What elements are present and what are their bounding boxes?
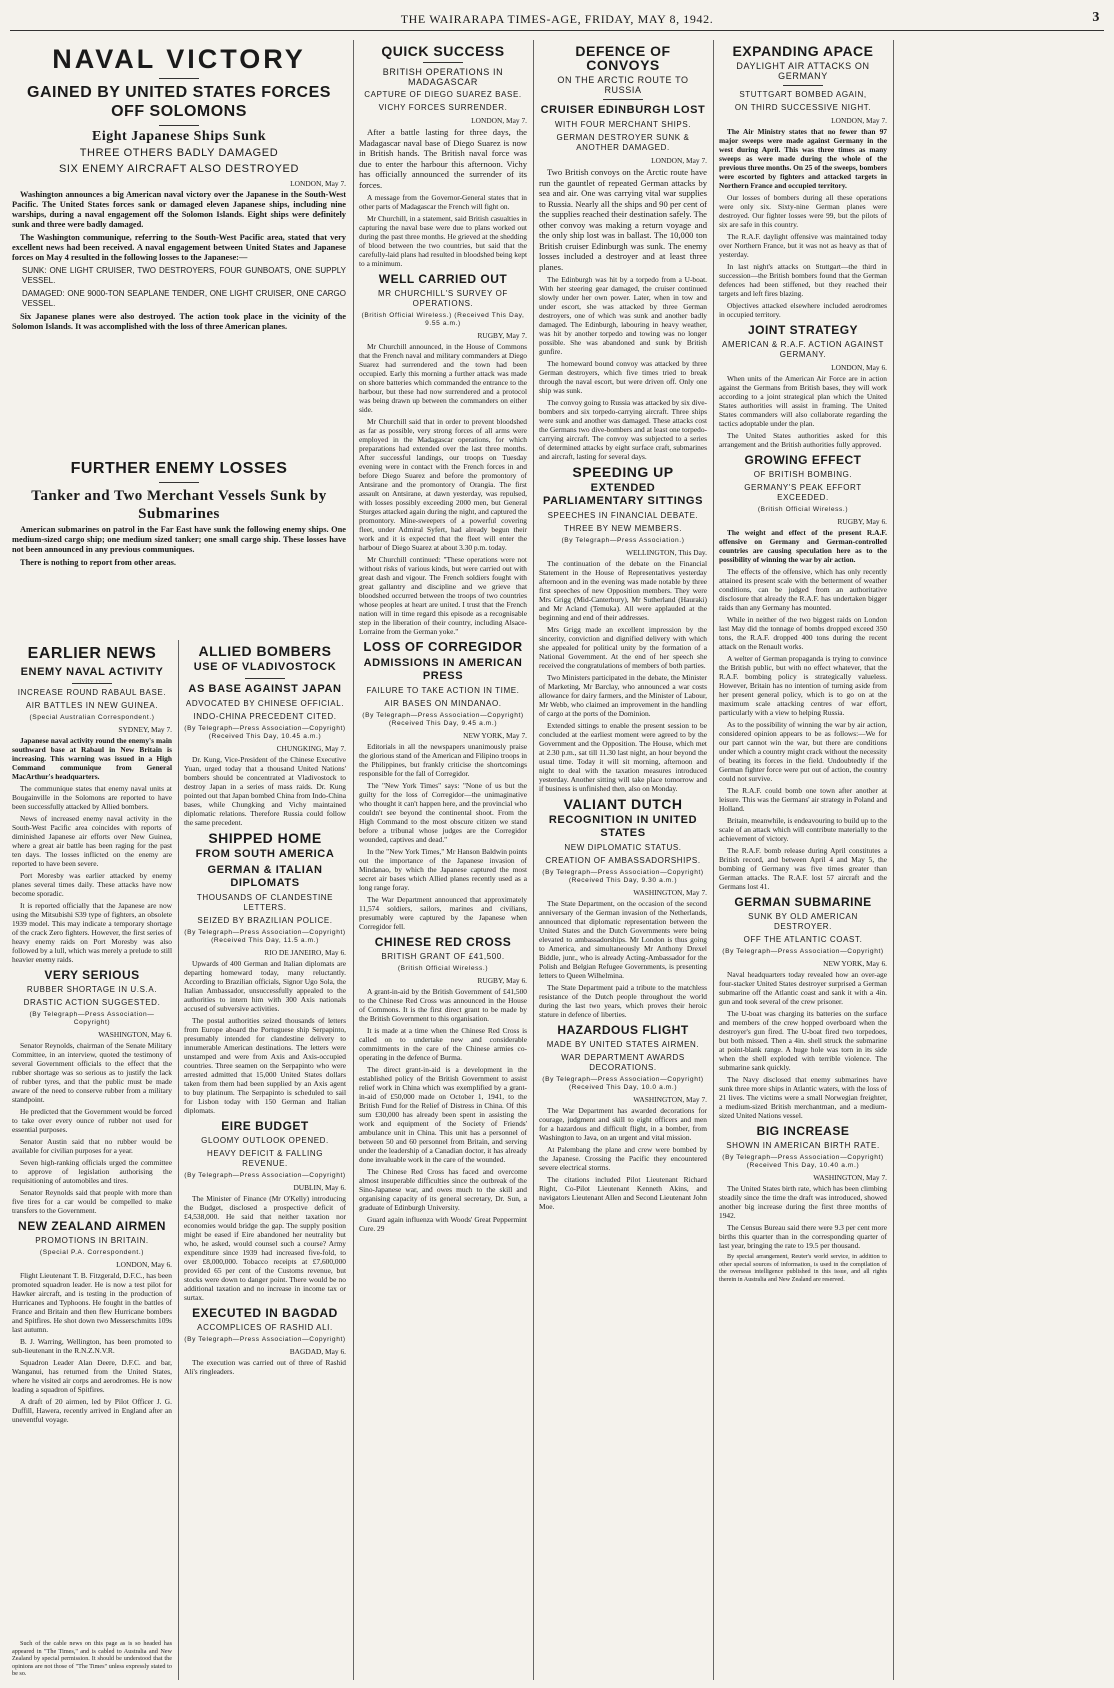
subhead: INCREASE ROUND RABAUL BASE.	[17, 688, 167, 697]
subhead: AIR BATTLES IN NEW GUINEA.	[25, 701, 159, 710]
paragraph: News of increased enemy naval activity in the South-West Pacific area coincides with reports of diminished Japanese air efforts over New Guinea, where a great air battle has been raging for the past ten days. The losses inflicted on the enemy are reported to have been severe.	[12, 814, 172, 868]
list-item: SUNK: ONE LIGHT CRUISER, TWO DESTROYERS, FOUR GUNBOATS, ONE SUPPLY VESSEL.	[22, 266, 346, 285]
dateline: LONDON, May 6.	[116, 1260, 172, 1269]
paragraph: Naval headquarters today revealed how an over-age four-stacker United States destroyer surprised a German submarine off the Atlantic coast and sank it with a 4in. gun and took several of the crew prisoner.	[719, 970, 887, 1006]
headline: GERMAN SUBMARINE	[734, 895, 872, 909]
footnote	[12, 1640, 172, 1684]
subhead: THREE BY NEW MEMBERS.	[563, 524, 683, 533]
dateline: WELLINGTON, This Day.	[626, 548, 707, 557]
paragraph: Upwards of 400 German and Italian diplomats are departing homeward today, many reluctantly. According to Brazilian officials, Signor Ugo Sola, the Italian Ambassador, unsuccessfully appealed to the authorities to intern him with 300 Axis nationals accused of subversive activities.	[184, 959, 346, 1013]
list-item: DAMAGED: ONE 9000-TON SEAPLANE TENDER, ONE LIGHT CRUISER, ONE CARGO VESSEL.	[22, 289, 346, 308]
subhead: BRITISH GRANT OF £41,500.	[381, 952, 505, 961]
subhead: BRITISH OPERATIONS IN MADAGASCAR	[382, 67, 504, 87]
subhead: MR CHURCHILL'S SURVEY OF OPERATIONS.	[378, 289, 508, 308]
paragraph: The direct grant-in-aid is a development in the established policy of the British Government to assist relief work in China which was exemplified by a grant-in-aid of £50,000 made on October 1, 1941, to the British Fund for the Relief of Distress in China. Of this sum £30,000 has already been spent in assisting the work and equipment of the Society of Friends' ambulance unit in China. This unit has a personnel of between 50 and 60 personnel from Britain, and serving under the leadership of a Canadian doctor, it has already done invaluable work in the care of the wounded.	[359, 1065, 527, 1164]
lead-story	[12, 40, 346, 405]
credit: (By Telegraph—Press Association—Copyright) (Received This Day, 10.0 a.m.)	[542, 1076, 704, 1091]
dateline: WASHINGTON, May 7.	[633, 888, 707, 897]
divider	[423, 62, 463, 63]
subhead: ENEMY NAVAL ACTIVITY	[20, 666, 164, 678]
column-earlier-news	[12, 640, 172, 1640]
subhead: AIR BASES ON MINDANAO.	[384, 699, 502, 708]
paragraph: The Chinese Red Cross has faced and overcome almost insuperable difficulties since the outbreak of the Sino-Japanese war, and owes much to the skill and organising capacity of its general secretary, Dr. Sun, a graduate of Edinburgh University.	[359, 1167, 527, 1212]
subhead: Tanker and Two Merchant Vessels Sunk by Submarines	[31, 488, 327, 522]
headline: EXECUTED IN BAGDAD	[192, 1306, 338, 1320]
column-allied-bombers	[184, 640, 346, 1680]
credit: (By Telegraph—Press Association—Copyright) (Received This Day, 9.45 a.m.)	[362, 712, 524, 727]
column-rule	[893, 40, 894, 1680]
paragraph: The execution was carried out of three of Rashid Ali's ringleaders.	[184, 1358, 346, 1376]
credit: (By Telegraph—Press Association—Copyright) (Received This Day, 10.40 a.m.)	[722, 1154, 884, 1169]
subhead: GERMAN DESTROYER SUNK & ANOTHER DAMAGED.	[556, 133, 690, 152]
paragraph: The Navy disclosed that enemy submarines have sunk three more ships in Atlantic waters, with the loss of 21 lives. The victims were a small Norwegian freighter, a medium-sized British merchantman, and a medium-sized United Nations vessel.	[719, 1075, 887, 1120]
paragraph: Senator Reynolds said that people with more than five tires for a car would be compelled to make transfers to the Government.	[12, 1188, 172, 1215]
footnote-text: By special arrangement, Reuter's world service, in addition to other special sources of information, is used in the compilation of the overseas intelligence published in this issue, and all rights therein in Australia and New Zealand are reserved.	[719, 1253, 887, 1283]
subhead: GERMAN & ITALIAN DIPLOMATS	[207, 864, 323, 889]
paragraph: The State Department paid a tribute to the matchless resistance of the Dutch people throughout the world during the last two years, which proves their heroic stature in defence of liberties.	[539, 983, 707, 1019]
subhead: INDO-CHINA PRECEDENT CITED.	[193, 712, 337, 721]
second-story	[12, 455, 346, 635]
column-expanding-apace	[719, 40, 887, 1680]
subhead: GLOOMY OUTLOOK OPENED.	[201, 1136, 329, 1145]
subhead: FAILURE TO TAKE ACTION IN TIME.	[366, 686, 520, 695]
headline: NEW ZEALAND AIRMEN	[18, 1219, 166, 1233]
paragraph: The convoy going to Russia was attacked by six dive-bombers and six torpedo-carrying aircraft. Three ships were sunk and another was damaged. These attacks cost the Germans two dive-bombers and at least one torpedo-carrying aircraft. The convoy was subjected to a series of determined attacks by eight surface craft, submarines and aircraft, lasting for several days.	[539, 398, 707, 461]
dateline: DUBLIN, May 6.	[293, 1183, 346, 1192]
subhead: AS BASE AGAINST JAPAN	[188, 683, 342, 695]
headline: SPEEDING UP	[572, 464, 674, 480]
subhead: ON THE ARCTIC ROUTE TO RUSSIA	[557, 75, 689, 95]
subhead: DRASTIC ACTION SUGGESTED.	[23, 998, 161, 1007]
paragraph: The Air Ministry states that no fewer than 97 major sweeps were made against Germany in the west during April. This was three times as many sweeps as were made during the whole of the previous three months. On 25 of the sweeps, bombers were escorted by fighters and attacked targets in Northern France and occupied territory.	[719, 127, 887, 190]
paragraph: Two British convoys on the Arctic route have run the gauntlet of repeated German attacks by sea and air. One was carrying vital war supplies to Russia. Nearly all the ships and 90 per cent of the supplies reached their destination safely. The other convoy was making a return voyage and the only ship lost was in ballast. The 10,000 ton British cruiser Edinburgh was sunk. The enemy losses included a destroyer and at least three planes.	[539, 167, 707, 272]
paragraph: The communique states that enemy naval units at Bougainville in the Solomons are reported to have been successfully attacked by Allied bombers.	[12, 784, 172, 811]
paragraph: Senator Austin said that no rubber would be available for civilian purposes for a year.	[12, 1137, 172, 1155]
subhead: THREE OTHERS BADLY DAMAGED	[79, 147, 279, 159]
dateline: LONDON, May 7.	[831, 116, 887, 125]
credit: (By Telegraph—Press Association—Copyright) (Received This Day, 11.5 a.m.)	[184, 929, 346, 944]
subhead: OFF THE ATLANTIC COAST.	[743, 935, 863, 944]
paragraph: While in neither of the two biggest raids on London last May did the tonnage of bombs dropped exceed 350 tons, the R.A.F. dropped 400 tons during the recent attack on the Renault works.	[719, 615, 887, 651]
subhead: ADVOCATED BY CHINESE OFFICIAL.	[185, 699, 345, 708]
paragraph: In the "New York Times," Mr Hanson Baldwin points out the importance of the Japanese invasion of Mindanao, by which the Japanese captured the most secret air bases which Allied planes recently used as a long range foray.	[359, 847, 527, 892]
paragraph: It is reported officially that the Japanese are now using the Mitsubishi S39 type of fighters, an obsolete 1939 model. This may indicate a temporary shortage of the crack Zero fighters. However, the first series of heavy enemy raids on Port Moresby was also followed by a lull, which was merely a prelude to still heavier enemy raids.	[12, 901, 172, 964]
dateline: LONDON, May 7.	[471, 116, 527, 125]
masthead	[10, 8, 1104, 31]
headline: SHIPPED HOME	[208, 830, 322, 846]
column-rule	[533, 40, 534, 1680]
paragraph: Two Ministers participated in the debate, the Minister of Marketing, Mr Barclay, who announced a war costs allowance for dairy farmers, and the Minister of Labour, Mr Webb, who claimed an improvement in the handling of cargo at the ports of the Dominion.	[539, 673, 707, 718]
dateline: BAGDAD, May 6.	[289, 1347, 346, 1356]
paragraph: B. J. Warring, Wellington, has been promoted to sub-lieutenant in the R.N.Z.N.V.R.	[12, 1337, 172, 1355]
subhead: RUBBER SHORTAGE IN U.S.A.	[26, 985, 158, 994]
paragraph: American submarines on patrol in the Far East have sunk the following enemy ships. One medium-sized cargo ship; one medium sized tanker; one small cargo ship. These losses have not been announced in any previous communiques.	[12, 525, 346, 554]
dateline: RUGBY, May 6.	[477, 976, 527, 985]
paragraph: The R.A.F. bomb release during April constitutes a British record, and between April 4 and May 5, the bombing of Germany was five times greater than German attacks. The R.A.F. lost 57 aircraft and the Germans lost 41.	[719, 846, 887, 891]
column-rule	[178, 640, 179, 1680]
credit: (Special Australian Correspondent.)	[29, 714, 155, 721]
paragraph: The War Department has awarded decorations for courage, judgment and skill to eight officers and men for a hazardous and difficult flight, in a bomber, from Washington to Java, on an urgent and vital mission.	[539, 1106, 707, 1142]
paragraph: Seven high-ranking officials urged the committee to approve of legislation authorising the requisitioning of automobiles and tires.	[12, 1158, 172, 1185]
headline: CHINESE RED CROSS	[374, 935, 512, 949]
column-rule	[713, 40, 714, 1680]
subhead: SIX ENEMY AIRCRAFT ALSO DESTROYED	[58, 163, 300, 175]
headline: LOSS OF CORREGIDOR	[363, 639, 523, 654]
paragraph: The Census Bureau said there were 9.3 per cent more births this quarter than in the corresponding quarter of last year, bringing the rate to 19.5 per thousand.	[719, 1223, 887, 1250]
paragraph: The weight and effect of the present R.A.F. offensive on Germany and German-controlled countries are causing speculation here as to the possibility of winning the war by air action.	[719, 528, 887, 564]
column-rule	[353, 40, 354, 1680]
divider	[603, 99, 643, 100]
credit: (By Telegraph—Press Association—Copyright)	[29, 1011, 155, 1026]
divider	[159, 125, 199, 126]
paragraph: The State Department, on the occasion of the second anniversary of the German invasion of the Netherlands, announced that diplomatic representation between the United States and the Dutch Governments were being elevated to ambassadorships. Mr London is thus going to America, and simultaneously Mr Anthony Drexel Biddle, junr., who is already Acting-Ambassador for the Polish and Belgian Refugee Governments, is presenting letters to Queen Wilhelmina.	[539, 899, 707, 980]
paragraph: As to the possibility of winning the war by air action, considered opinion appears to be as follows:—We for our part cannot win the war, but there are conditions under which a country might crack without the necessity of beating its forces in the field. Undoubtedly if the German fighter force were put out of action, the country could not survive.	[719, 720, 887, 783]
paragraph: Our losses of bombers during all these operations were only six. Sixty-nine German planes were destroyed. Our fighter losses were 99, but the pilots of six are safe in this country.	[719, 193, 887, 229]
paragraph: The R.A.F. could bomb one town after another at leisure. This was the Germans' air strategy in Poland and Holland.	[719, 786, 887, 813]
subhead: ADMISSIONS IN AMERICAN PRESS	[363, 657, 523, 682]
subhead: FROM SOUTH AMERICA	[195, 848, 335, 860]
paragraph: The R.A.F. daylight offensive was maintained today over Northern France, but it was not as heavy as that of yesterday.	[719, 232, 887, 259]
headline-naval-victory: NAVAL VICTORY	[52, 44, 306, 74]
credit: (British Official Wireless.)	[757, 506, 849, 513]
dateline: LONDON, May 7.	[651, 156, 707, 165]
paragraph: The homeward bound convoy was attacked by three German destroyers, which five times tried to break through the naval escort, but were driven off. Only one ship was sunk.	[539, 359, 707, 395]
divider	[783, 85, 823, 86]
paragraph: A welter of German propaganda is trying to convince the British public, but with no effect whatever, that the R.A.F. bombing policy is strategically valueless. However, Britain has no intention of turning aside from her present general policy, which is to go on at the maximum scale attacking centres of war effort, particularly with a view to helping Russia.	[719, 654, 887, 717]
headline: HAZARDOUS FLIGHT	[557, 1023, 689, 1037]
paragraph: Mr Churchill said that in order to prevent bloodshed as far as possible, very strong forces of all arms were employed in the Madagascar operations, for which preparations had extended over the last three months. After successful landings, our troops on Tuesday evening were in contact with the French forces in and before Diego Suarez and before the promontory of Antsirane and the promontory of Orangia. The first assault on Antsirane, at dawn yesterday, was repulsed, with losses possibly exceeding 2000 men, but General Sturges attacked again during the night, and captured the promontory. Mine-sweepers of a powerful covering fleet, under Admiral Syfert, had already begun their work and it is expected that the fleet will enter the harbour of Diego Suarez at about 3.30 p.m. today.	[359, 417, 527, 552]
page-number: 3	[1092, 10, 1100, 25]
paragraph: He predicted that the Government would be forced to take over every ounce of rubber not used for essential purposes.	[12, 1107, 172, 1134]
paragraph: The United States authorities asked for this arrangement and the British authorities fully approved.	[719, 431, 887, 449]
paragraph: Six Japanese planes were also destroyed. The action took place in the vicinity of the Solomon Islands. It was accomplished with the loss of three American planes.	[12, 312, 346, 331]
headline: DEFENCE OF CONVOYS	[575, 43, 671, 73]
paragraph: The continuation of the debate on the Financial Statement in the House of Representatives yesterday afternoon and in the evening was made notable by three first speeches of new Opposition members. They were Mrs Grigg (Mid-Canterbury), Mr Sutherland (Hauraki) and Mr Acland (Temuka). All were applauded at the beginning and end of their addresses.	[539, 559, 707, 622]
subhead: RECOGNITION IN UNITED STATES	[548, 814, 698, 839]
headline: ALLIED BOMBERS	[198, 643, 332, 659]
subhead: CRUISER EDINBURGH LOST	[540, 104, 706, 116]
paragraph: The postal authorities seized thousands of letters from Europe aboard the Portuguese ship Serpapinto, presumably intended for clandestine delivery to innumerable American destinations. The letters were unstamped and were from Axis and Axis-occupied countries. Three seamen on the Serpapinto who were arrested admitted that 15,000 United States dollars taken from them had been supplied by an Axis agent to buy platinum. The Serpapinto is scheduled to sail for Lisbon today with 150 German and Italian diplomats.	[184, 1016, 346, 1115]
paragraph: Objectives attacked elsewhere included aerodromes in occupied territory.	[719, 301, 887, 319]
masthead-title: THE WAIRARAPA TIMES-AGE, FRIDAY, MAY 8, 1942.	[400, 12, 714, 26]
paragraph: The War Department announced that approximately 11,574 soldiers, sailors, marines and civilians, presumably were captured by the Japanese when Corregidor fell.	[359, 895, 527, 931]
paragraph: Extended sittings to enable the present session to be concluded at the earliest moment were agreed to by the Government and the Opposition. The House, which met at 2.30 p.m., sat till 11.30 last night, an hour beyond the usual time. Today it will sit morning, afternoon and night to deal with the taxation measures introduced yesterday. Another sitting will take place tomorrow and if business is unfinished then, also on Monday.	[539, 721, 707, 793]
credit: (British Official Wireless.)	[397, 965, 489, 972]
subhead: VICHY FORCES SURRENDER.	[378, 103, 508, 112]
column-defence-of-convoys	[539, 40, 707, 1680]
subhead: SHOWN IN AMERICAN BIRTH RATE.	[726, 1141, 880, 1150]
headline: WELL CARRIED OUT	[378, 272, 508, 286]
subhead: USE OF VLADIVOSTOCK	[193, 661, 337, 673]
paragraph: Dr. Kung, Vice-President of the Chinese Executive Yuan, urged today that a thousand United Nations' bombers should be concentrated at Vladivostock to destroy Japan in a series of mass raids. Dr. Kung pointed out that Japan bombed China from Indo-China bases, while Chungking and Vichy maintained diplomatic relations. Therefore Russia could follow the same precedent.	[184, 755, 346, 827]
paragraph: At Palembang the plane and crew were bombed by the Japanese. Crossing the Pacific they encountered severe electrical storms.	[539, 1145, 707, 1172]
headline: EARLIER NEWS	[27, 645, 157, 662]
footnote-text: Such of the cable news on this page as is so headed has appeared in "The Times," and is cabled to Australia and New Zealand by special permission. It should be understood that the opinions are not those of "The Times" unless expressly stated to be so.	[12, 1640, 172, 1677]
subhead: SUNK BY OLD AMERICAN DESTROYER.	[748, 912, 858, 931]
paragraph: The "New York Times" says: "None of us but the guilty for the loss of Corregidor—the unimaginative who thought it can't happen here, and the provincial who couldn't see beyond the continental shoot. From the High Command to the most obscure citizen we stand before a tribunal whose judges are the Corregidor wounded, captives and dead."	[359, 781, 527, 844]
paragraph: The Edinburgh was hit by a torpedo from a U-boat. With her steering gear damaged, the cruiser continued slowly under her own power. Later, when in tow and under escort, she was attacked by three German destroyers, one of which was sunk and another badly damaged. The Edinburgh, labouring in heavy weather, was hit by another torpedo and towing was no longer possible. She was abandoned and sunk by British gunfire.	[539, 275, 707, 356]
subhead: MADE BY UNITED STATES AIRMEN.	[546, 1040, 700, 1049]
paragraph: Senator Reynolds, chairman of the Senate Military Committee, in an interview, quoted the testimony of several Government officials to the effect that the rubber shortage was so serious as to justify the lack of rubber tyres, and that the public must be made aware of the need to conserve rubber from a military standpoint.	[12, 1041, 172, 1104]
paragraph: Guard again influenza with Woods' Great Peppermint Cure. 29	[359, 1215, 527, 1233]
subhead: HEAVY DEFICIT & FALLING REVENUE.	[206, 1149, 324, 1168]
dateline: WASHINGTON, May 7.	[813, 1173, 887, 1182]
subhead: DAYLIGHT AIR ATTACKS ON GERMANY	[736, 61, 870, 81]
headline: JOINT STRATEGY	[747, 323, 859, 337]
dateline: NEW YORK, May 6.	[823, 959, 887, 968]
subhead: WITH FOUR MERCHANT SHIPS.	[554, 120, 692, 129]
paragraph: There is nothing to report from other areas.	[20, 558, 177, 567]
subhead: WAR DEPARTMENT AWARDS DECORATIONS.	[561, 1053, 685, 1072]
paragraph: When units of the American Air Force are in action against the Germans from British bases, they will work according to a joint strategical plan which the United States authorities will assist in framing. The United States commanders will also collaborate regarding the tactics adoptable under the plan.	[719, 374, 887, 428]
paragraph: Japanese naval activity round the enemy's main southward base at Rabaul in New Britain is increasing. This warning was issued in a High Command communique from General MacArthur's headquarters.	[12, 736, 172, 781]
subhead: ON THIRD SUCCESSIVE NIGHT.	[734, 103, 872, 112]
subhead: PROMOTIONS IN BRITAIN.	[35, 1236, 149, 1245]
subhead: STUTTGART BOMBED AGAIN,	[739, 90, 867, 99]
credit: (By Telegraph—Press Association.)	[561, 537, 685, 544]
paragraph: After a battle lasting for three days, the Madagascar naval base of Diego Suarez is now in British hands. The British naval force was due to enter the harbour this afternoon. Vichy has officially announced the surrender of its forces.	[359, 127, 527, 190]
paragraph: The Washington communique, referring to the South-West Pacific area, stated that very excellent news had been received. A naval engagement between United States and Japanese forces on May 4 resulted in the following losses to the Japanese:—	[12, 233, 346, 262]
paragraph: Editorials in all the newspapers unanimously praise the glorious stand of the American and Filipino troops in the Philippines, but frankly criticise the shortcomings responsible for the fall of Corregidor.	[359, 742, 527, 778]
credit: (By Telegraph—Press Association—Copyright)	[184, 1172, 346, 1179]
subhead: OF BRITISH BOMBING.	[753, 470, 853, 479]
subhead: NEW DIPLOMATIC STATUS.	[564, 843, 682, 852]
subhead: Eight Japanese Ships Sunk	[92, 129, 266, 144]
credit: (By Telegraph—Press Association—Copyright)	[722, 948, 884, 955]
paragraph: Mr Churchill continued: "These operations were not without risks of various kinds, but were carried out with great dash and vigour. The French soldiers fought with great gallantry and discipline and we grieve that bloodshed occurred between the troops of two countries whose peoples at heart are united. I trust that the French nation will in time regard this episode as a recognisable step in the liberation of their country, including Alsace-Lorraine from the German yoke."	[359, 555, 527, 636]
column-quick-success	[359, 40, 527, 1680]
dateline: RIO DE JANEIRO, May 6.	[264, 948, 346, 957]
paragraph: Washington announces a big American naval victory over the Japanese in the South-West Pacific. The United States forces sank or damaged eleven Japanese ships, including nine warships, during a naval engagement off the Solomon Islands. Eight ships were definitely sunk and three were badly damaged.	[12, 190, 346, 229]
subhead: GAINED BY UNITED STATES FORCES OFF SOLOMONS	[27, 84, 331, 120]
paragraph: A message from the Governor-General states that in other parts of Madagascar the French will fight on.	[359, 193, 527, 211]
divider	[245, 678, 285, 679]
dateline: RUGBY, May 7.	[477, 331, 527, 340]
dateline: NEW YORK, May 7.	[463, 731, 527, 740]
headline: BIG INCREASE	[756, 1124, 850, 1138]
credit: (By Telegraph—Press Association—Copyright) (Received This Day, 9.30 a.m.)	[542, 869, 704, 884]
subhead: AMERICAN & R.A.F. ACTION AGAINST GERMANY.	[722, 340, 884, 359]
dateline: LONDON, May 6.	[831, 363, 887, 372]
paragraph: A draft of 20 airmen, led by Pilot Officer J. G. Duffill, Hawera, recently arrived in England after an uneventful voyage.	[12, 1397, 172, 1424]
headline: VALIANT DUTCH	[563, 796, 683, 812]
paragraph: The effects of the offensive, which has only recently attained its present scale with the betterment of weather conditions, can be judged from an authoritative disclosure that already the R.A.F. has undertaken bigger raids than any Germany has mounted.	[719, 567, 887, 612]
paragraph: Port Moresby was earlier attacked by enemy planes several times daily. These attacks have now become sporadic.	[12, 871, 172, 898]
dateline: CHUNGKING, May 7.	[276, 744, 346, 753]
headline: EIRE BUDGET	[221, 1119, 309, 1133]
credit: (By Telegraph—Press Association—Copyright)	[184, 1336, 346, 1343]
paragraph: Flight Lieutenant T. B. Fitzgerald, D.F.C., has been promoted squadron leader. He is now a test pilot for Hawker aircraft, and is testing in the production of Hurricanes and Typhoons. He fought in the battles of France and Britain and then flew Hurricane bombers and Spitfires. He shot down two Messerschmitts 109s last autumn.	[12, 1271, 172, 1334]
subhead: EXTENDED PARLIAMENTARY SITTINGS	[542, 482, 704, 507]
paragraph: Britain, meanwhile, is endeavouring to build up to the scale of an attack which will contribute materially to the achievement of victory.	[719, 816, 887, 843]
headline: GROWING EFFECT	[744, 453, 862, 467]
credit: (British Official Wireless.) (Received This Day, 9.55 a.m.)	[361, 312, 525, 327]
subhead: ACCOMPLICES OF RASHID ALI.	[197, 1323, 333, 1332]
paragraph: The U-boat was charging its batteries on the surface and members of the crew hopped overboard when the destroyer's gun fired. The U-boat fired two torpedoes, but both missed. Then a 4in. shell struck the submarine at point-blank range. A huge hole was torn in its side when the shell exploded with terrible violence. The submarine sank quickly.	[719, 1009, 887, 1072]
paragraph: Mr Churchill, in a statement, said British casualties in capturing the naval base were due to plans worked out during the past three months. He grieved at the shedding of blood between the two countries, but said that the carefully-laid plans had resulted in bloodshed being kept to a minimum.	[359, 214, 527, 268]
paragraph: A grant-in-aid by the British Government of £41,500 to the Chinese Red Cross was announced in the House of Commons. It is the first direct grant to be made by the British Government to this organisation.	[359, 987, 527, 1023]
credit: (By Telegraph—Press Association—Copyright) (Received This Day, 10.45 a.m.)	[184, 725, 346, 740]
dateline: WASHINGTON, May 6.	[98, 1030, 172, 1039]
subhead: SEIZED BY BRAZILIAN POLICE.	[197, 916, 333, 925]
divider	[159, 78, 199, 79]
divider	[159, 482, 199, 483]
headline: VERY SERIOUS	[44, 968, 140, 982]
credit: (Special P.A. Correspondent.)	[39, 1249, 145, 1256]
paragraph: Squadron Leader Alan Deere, D.F.C. and bar, Wanganui, has returned from the United States, where he visited air corps and aerodromes. He is now leading a squadron of Spitfires.	[12, 1358, 172, 1394]
subhead: SPEECHES IN FINANCIAL DEBATE.	[547, 511, 699, 520]
headline: QUICK SUCCESS	[381, 43, 505, 59]
paragraph: In last night's attacks on Stuttgart—the third in succession—the British bombers found that the German defences had been stiffened, but they reached their targets and left fires blazing.	[719, 262, 887, 298]
divider	[72, 683, 112, 684]
subhead: CREATION OF AMBASSADORSHIPS.	[545, 856, 701, 865]
dateline: SYDNEY, May 7.	[118, 725, 172, 734]
paragraph: Mrs Grigg made an excellent impression by the sincerity, conviction and dignified delivery with which she appealed for political unity by the formation of a National Government. At the end of her speech she received the congratulations of members of both parties.	[539, 625, 707, 670]
dateline: RUGBY, May 6.	[837, 517, 887, 526]
headline: FURTHER ENEMY LOSSES	[70, 460, 288, 477]
paragraph: The Minister of Finance (Mr O'Kelly) introducing the Budget, disclosed a prospective deficit of £4,538,000. He said that neither taxation nor economies would bridge the gap. The supply position might be eased if Eire abandoned her neutrality but who, he asked, would counsel such a course? Army expenditure since 1939 had increased five-fold, to over £8,000,000. Tobacco receipts at £7,600,000 provided 65 per cent of the Customs revenue, but stocks were down to danger point. There would be no additional taxation and no increase in income tax or surtax.	[184, 1194, 346, 1302]
dateline: LONDON, May 7.	[290, 179, 346, 188]
paragraph: Mr Churchill announced, in the House of Commons that the French naval and military commanders at Diego Suarez had surrendered and the town had been occupied. Early this morning a further attack was made on shore batteries which commanded the entrance to the harbour, but these had now surrendered and a protocol was being drawn up between the commanders on either side.	[359, 342, 527, 414]
headline: EXPANDING APACE	[732, 43, 874, 59]
paragraph: It is made at a time when the Chinese Red Cross is called on to undertake new and considerable commitments in the care of the Chinese armies co-operating in the defence of Burma.	[359, 1026, 527, 1062]
paragraph: The citations included Pilot Lieutenant Richard Right, Co-Pilot Lieutenant Kenneth Akins, and navigators Lieutenant Allen and Second Lieutenant John Moe.	[539, 1175, 707, 1211]
dateline: WASHINGTON, May 7.	[633, 1095, 707, 1104]
subhead: THOUSANDS OF CLANDESTINE LETTERS.	[196, 893, 334, 912]
subhead: GERMANY'S PEAK EFFORT EXCEEDED.	[744, 483, 862, 502]
paragraph: The United States birth rate, which has been climbing steadily since the time the draft was introduced, showed another big increase during the first three months of 1942.	[719, 1184, 887, 1220]
subhead: CAPTURE OF DIEGO SUAREZ BASE.	[364, 90, 522, 99]
